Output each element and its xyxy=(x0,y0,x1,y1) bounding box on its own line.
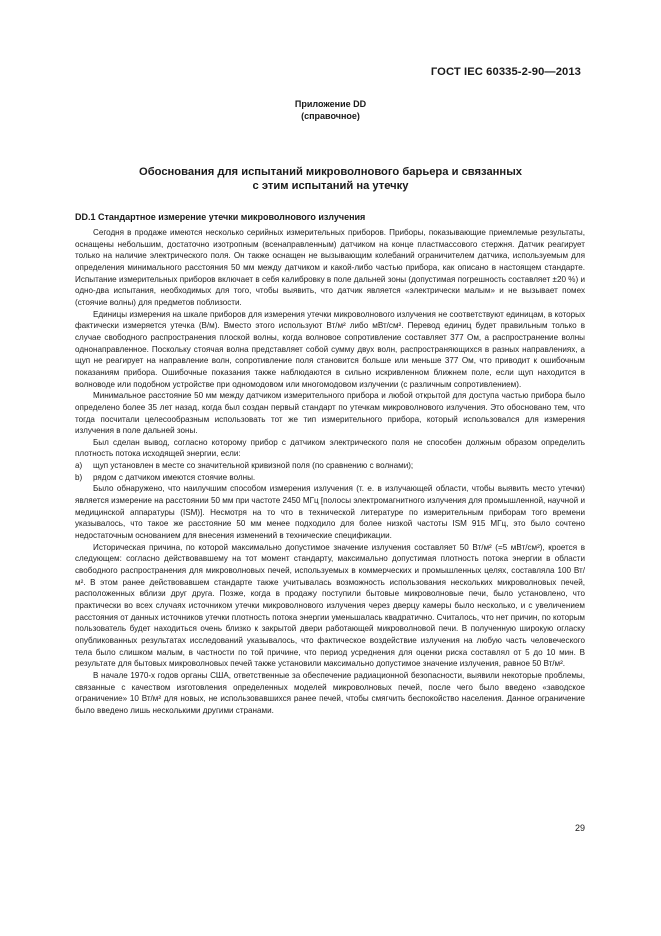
list-item xyxy=(75,472,585,484)
document-title xyxy=(0,166,661,193)
standard-number: ГОСТ IEC 60335-2-90—2013 xyxy=(430,66,581,78)
appendix-title: Приложение DD xyxy=(294,99,367,109)
section-heading: DD.1 Стандартное измерение утечки микроволнового излучения xyxy=(75,212,366,222)
appendix-type: (справочное) xyxy=(301,111,360,121)
page-number: 29 xyxy=(574,823,585,833)
paragraph: Минимальное расстояние 50 мм между датчиком измерительного прибора и любой открытой для доступа частью прибора было определено более 35 лет назад, когда был создан первый стандарт по утечкам микроволнового излучения. Это обосновано тем, что тогда посчитали целесообразным использовать тот же тип измерительного прибора, который использовался для измерения излучения в поле дальней зоны. xyxy=(75,391,585,436)
paragraph: Единицы измерения на шкале приборов для измерения утечки микроволнового излучения не соответствуют единицам, в которых фактически измеряется утечка (В/м). Вместо этого используют Вт/м² либо мВт/см². Перевод единиц будет правильным только в случае свободного распространения плоской волны, когда волновое сопротивление составляет 377 Ом, а распространение волны однонаправленное. Поскольку стоячая волна представляет собой сумму двух волн, распространяющихся в разных направлениях, а щуп не реагирует на направление волн, сопротивление поля становится больше или меньше 377 Ом, что приводит к ошибочным показаниям прибора. Ошибочные показания также наблюдаются в сильно искривленном ближнем поле, если щуп находится в волноводе или подобном устройстве при одномодовом или многомодовом излучении (с различным сопротивлением). xyxy=(75,309,585,389)
paragraph: В начале 1970-х годов органы США, ответственные за обеспечение радиационной безопасности, выявили некоторые проблемы, связанные с качеством изготовления определенных моделей микроволновых печей, после чего было введено «заводское ограничение» 10 Вт/м² для новых, не использовавшихся ранее печей, чтобы смягчить беспокойство населения. Данное ограничение было введено лишь несколькими другими странами. xyxy=(75,670,585,715)
appendix-heading xyxy=(0,98,661,122)
list-item-text: щуп установлен в месте со значительной кривизной поля (по сравнению с волнами); xyxy=(93,461,414,471)
body-text xyxy=(75,227,585,717)
list-item xyxy=(75,460,585,472)
paragraph: Сегодня в продаже имеются несколько серийных измерительных приборов. Приборы, показывающие приемлемые результаты, оснащены небольшим, достаточно изотропным (всенаправленным) датчиком на конце пластмассового стержня. Датчик реагирует только на наличие электрического поля. Он также оснащен не вызывающим колебаний ограничителем датчика, используемым для определения минимального расстояния 50 мм между датчиком и какой-либо частью прибора, как описано в настоящем стандарте. Испытание измерительных приборов включает в себя калибровку в поле дальней зоны (допустимая погрешность составляет ±20 %) и одно-два испытания, необходимых для того, чтобы выявить, что датчик является «электрически малым» и не вызывает помех (стоячие волны) для предметов поблизости. xyxy=(75,228,585,307)
title-line-2: с этим испытаний на утечку xyxy=(252,179,409,192)
list-item-label: a) xyxy=(75,461,83,471)
list-item-label: b) xyxy=(75,472,83,482)
list-item-text: рядом с датчиком имеются стоячие волны. xyxy=(93,472,256,482)
paragraph: Историческая причина, по которой максимально допустимое значение излучения составляет 50 Вт/м² (=5 мВт/см²), кроется в следующем: согласно действовавшему на тот момент стандарту, максимально допустимая плотность потока энергии в области свободного распространения для микроволновых печей, используемых в коммерческих и промышленных целях, составляла 100 Вт/м². В этом ранее действовавшем стандарте также учитывалась возможность использования нескольких микроволновых печей, расположенных вблизи друг друга. Позже, когда в продажу поступили бытовые микроволновые печи, было установлено, что практически во всех случаях источником утечки микроволнового излучения через дверцу камеры было несколько, и с увеличением расстояния от данных источников утечки плотность потока энергии уменьшалась квадратично. Считалось, что нет причин, по которым пользователь будет находиться очень близко к закрытой двери работающей микроволновой печи. В полученную широкую огласку опубликованных результатах исследований указывалось, что фактическое воздействие излучения на любую часть человеческого тела было слишком малым, в частности по той причине, что период усреднения для оценки риска составлял от 5 до 10 мин. В результате для бытовых микроволновых печей также установили максимально допустимое значение излучения, равное 50 Вт/м². xyxy=(75,542,585,669)
title-line-1: Обоснования для испытаний микроволнового барьера и связанных xyxy=(139,166,522,178)
paragraph: Был сделан вывод, согласно которому прибор с датчиком электрического поля не способен должным образом определить плотность потока исходящей энергии, если: xyxy=(75,437,585,459)
paragraph: Было обнаружено, что наилучшим способом измерения излучения (т. е. в излучающей области, чтобы выявить место утечки) является измерение на расстоянии 50 мм при частоте 2450 МГц [полосы электромагнитного излучения для промышленной, научной и медицинской аппаратуры (ISM)]. Несмотря на то что в технической литературе по измерительным приборам того времени указывалось, что такое же расстояние 50 мм менее подходило для более низкой частоты ISM 915 МГц, это было сочтено недостаточным основанием для внесения изменений в технические спецификации. xyxy=(75,484,585,541)
